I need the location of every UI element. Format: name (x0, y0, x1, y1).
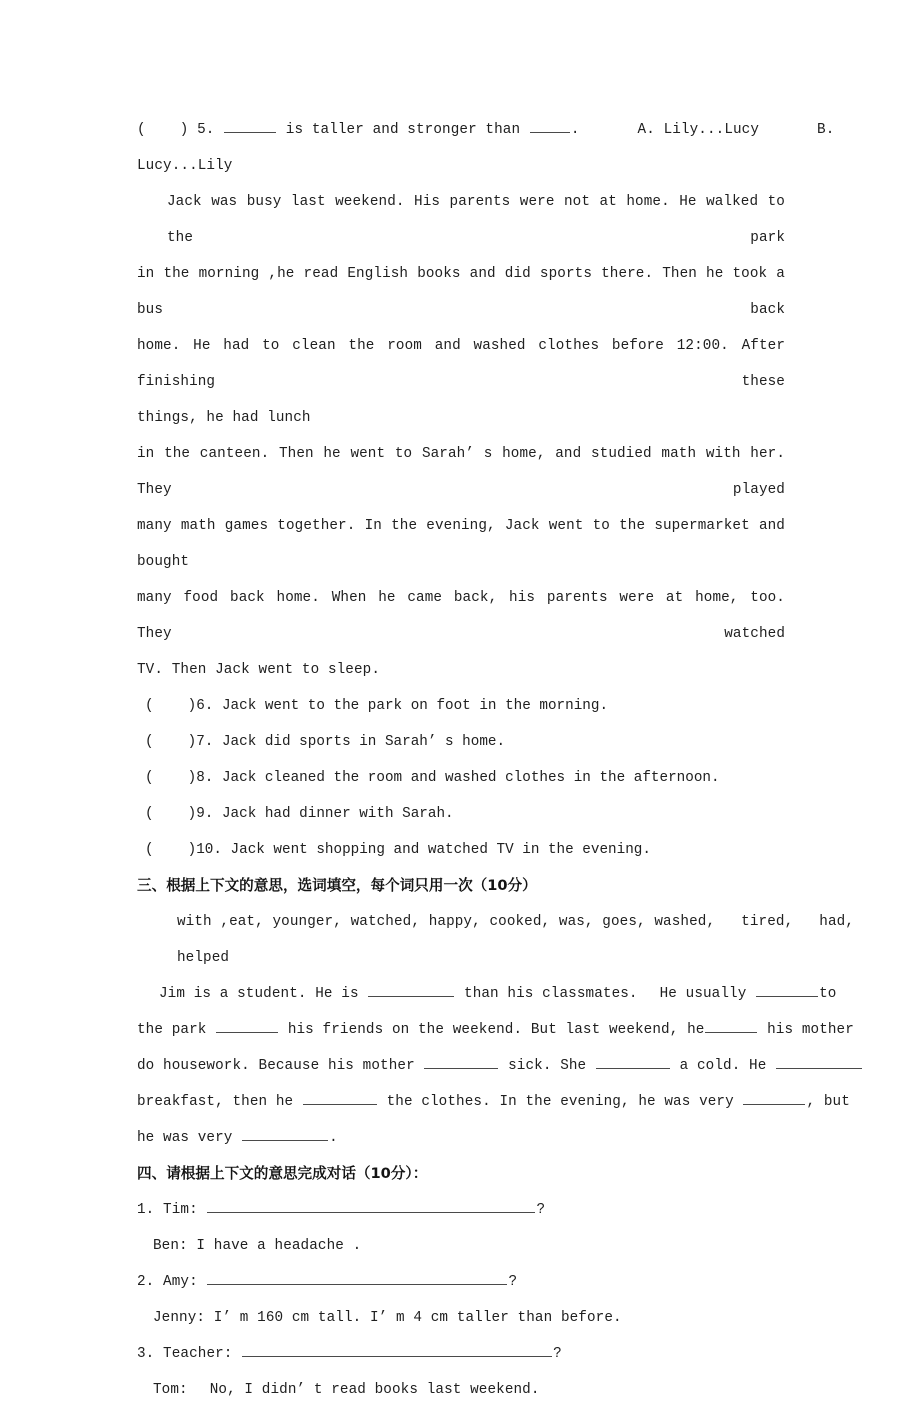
question-5-row (137, 112, 835, 148)
dialogue-number-3: 3. (137, 1346, 155, 1362)
tf-text-9: Jack had dinner with Sarah. (221, 806, 454, 822)
dialogue-answer-text-3: No, I didn’ t read books last weekend. (209, 1382, 540, 1398)
tf-text-10: Jack went shopping and watched TV in the evening. (230, 842, 651, 858)
dialogue-prompt-1 (137, 1192, 785, 1228)
tf-text-7: Jack did sports in Sarah’ s home. (221, 734, 506, 750)
cloze-line-2 (137, 1012, 854, 1048)
cloze-blank-1[interactable] (368, 984, 454, 997)
dialogue-qmark-3: ? (553, 1346, 562, 1362)
passage-line-7: many food back home. When he came back, his parents were at home, too. They watched (137, 590, 785, 642)
passage-line-4: things, he had lunch (137, 410, 311, 426)
dialogue-prompt-3 (137, 1336, 785, 1372)
section-three-heading: 三、根据上下文的意思，选词填空，每个词只用一次（10分） (137, 877, 537, 894)
cloze-l1-d: to (819, 986, 837, 1002)
word-bank-line-1: with ,eat, younger, watched, happy, cooked, was, goes, washed, tired, had, (177, 914, 855, 930)
dialogue-prompt-2 (137, 1264, 785, 1300)
cloze-line-4 (137, 1084, 850, 1120)
table-row (137, 688, 785, 724)
cloze-blank-6[interactable] (596, 1056, 670, 1069)
tf-bracket-open-7: ( (145, 734, 154, 750)
word-bank-line-2: helped (177, 950, 230, 966)
table-row (137, 796, 785, 832)
tf-bracket-open-8: ( (145, 770, 154, 786)
tf-bracket-close-9: ) (187, 806, 197, 822)
question-5-stem-end: . (570, 122, 580, 138)
dialogue-speaker-2: Amy: (163, 1274, 198, 1290)
dialogue-qmark-1: ? (536, 1202, 546, 1218)
section-four-heading: 四、请根据上下文的意思完成对话（10分）： (137, 1165, 428, 1182)
cloze-blank-7[interactable] (776, 1056, 862, 1069)
dialogue-answer-speaker-3: Tom: (153, 1382, 188, 1398)
passage-line-5: in the canteen. Then he went to Sarah’ s home, and studied math with her. They played (137, 446, 785, 498)
question-5-bracket-open: ( (137, 122, 146, 138)
tf-number-7: 7. (196, 734, 214, 750)
cloze-l1-b: than his classmates. (464, 986, 638, 1002)
dialogue-answer-speaker-1: Ben: (153, 1238, 188, 1254)
question-5-blank-1[interactable] (224, 120, 276, 133)
dialogue-answer-text-1: I have a headache . (196, 1238, 362, 1254)
dialogue-blank-1[interactable] (207, 1200, 535, 1213)
question-5-bracket-close: ) (179, 122, 189, 138)
cloze-l1-c: He usually (659, 986, 747, 1002)
dialogue-answer-text-2: I’ m 160 cm tall. I’ m 4 cm taller than before. (213, 1310, 622, 1326)
dialogue-answer-2 (137, 1300, 785, 1336)
cloze-blank-2[interactable] (756, 984, 818, 997)
cloze-l4-a: breakfast, then he (137, 1094, 294, 1110)
cloze-line-3 (137, 1048, 785, 1084)
tf-bracket-close-8: ) (187, 770, 197, 786)
passage-line-3: home. He had to clean the room and washed clothes before 12:00. After finishing these (137, 338, 785, 390)
dialogue-blank-3[interactable] (242, 1344, 552, 1357)
cloze-line-1 (137, 976, 837, 1012)
tf-bracket-close-7: ) (187, 734, 197, 750)
tf-bracket-open-6: ( (145, 698, 154, 714)
passage-line-6: many math games together. In the evening, Jack went to the supermarket and bought (137, 518, 785, 570)
table-row (137, 760, 785, 796)
tf-number-6: 6. (196, 698, 214, 714)
cloze-l1-a: Jim is a student. He is (159, 986, 359, 1002)
question-5-blank-2[interactable] (530, 120, 570, 133)
dialogue-answer-3 (137, 1372, 785, 1408)
table-row (137, 832, 785, 868)
cloze-blank-4[interactable] (705, 1020, 757, 1033)
passage-line-1: Jack was busy last weekend. His parents were not at home. He walked to the park (167, 194, 785, 246)
cloze-l3-b: sick. She (508, 1058, 587, 1074)
question-5-number: 5. (197, 122, 215, 138)
passage-line-2: in the morning ,he read English books and did sports there. Then he took a bus back (137, 266, 785, 318)
dialogue-qmark-2: ? (508, 1274, 518, 1290)
question-5-option-b-continued[interactable]: Lucy...Lily (137, 158, 233, 174)
cloze-l3-c: a cold. He (679, 1058, 767, 1074)
question-5-option-a[interactable]: A. Lily...Lucy (637, 122, 760, 138)
cloze-l2-a: the park (137, 1022, 207, 1038)
dialogue-number-1: 1. (137, 1202, 155, 1218)
dialogue-number-2: 2. (137, 1274, 155, 1290)
cloze-l5-a: he was very (137, 1130, 233, 1146)
cloze-blank-5[interactable] (424, 1056, 498, 1069)
question-5-option-b[interactable]: B. (817, 122, 835, 138)
tf-number-10: 10. (196, 842, 222, 858)
tf-number-9: 9. (196, 806, 214, 822)
dialogue-speaker-3: Teacher: (163, 1346, 233, 1362)
cloze-line-5 (137, 1120, 785, 1156)
dialogue-blank-2[interactable] (207, 1272, 507, 1285)
tf-bracket-open-10: ( (145, 842, 154, 858)
tf-bracket-open-9: ( (145, 806, 154, 822)
question-5-stem-part1: is taller and stronger than (285, 122, 521, 138)
passage-line-8: TV. Then Jack went to sleep. (137, 662, 381, 678)
cloze-blank-9[interactable] (743, 1092, 805, 1105)
tf-bracket-close-10: ) (187, 842, 197, 858)
tf-bracket-close-6: ) (187, 698, 197, 714)
dialogue-answer-speaker-2: Jenny: (153, 1310, 206, 1326)
cloze-l5-b: . (329, 1130, 338, 1146)
cloze-l2-b: his friends on the weekend. But last weekend, he (287, 1022, 705, 1038)
cloze-l4-c: , but (806, 1094, 850, 1110)
tf-number-8: 8. (196, 770, 214, 786)
cloze-l4-b: the clothes. In the evening, he was very (386, 1094, 734, 1110)
dialogue-speaker-1: Tim: (163, 1202, 198, 1218)
cloze-l2-c: his mother (767, 1022, 854, 1038)
tf-text-8: Jack cleaned the room and washed clothes in the afternoon. (221, 770, 720, 786)
cloze-blank-8[interactable] (303, 1092, 377, 1105)
cloze-blank-10[interactable] (242, 1128, 328, 1141)
table-row (137, 724, 785, 760)
cloze-l3-a: do housework. Because his mother (137, 1058, 415, 1074)
dialogue-answer-1 (137, 1228, 785, 1264)
tf-text-6: Jack went to the park on foot in the morning. (221, 698, 609, 714)
cloze-blank-3[interactable] (216, 1020, 278, 1033)
worksheet-content (137, 112, 855, 1408)
